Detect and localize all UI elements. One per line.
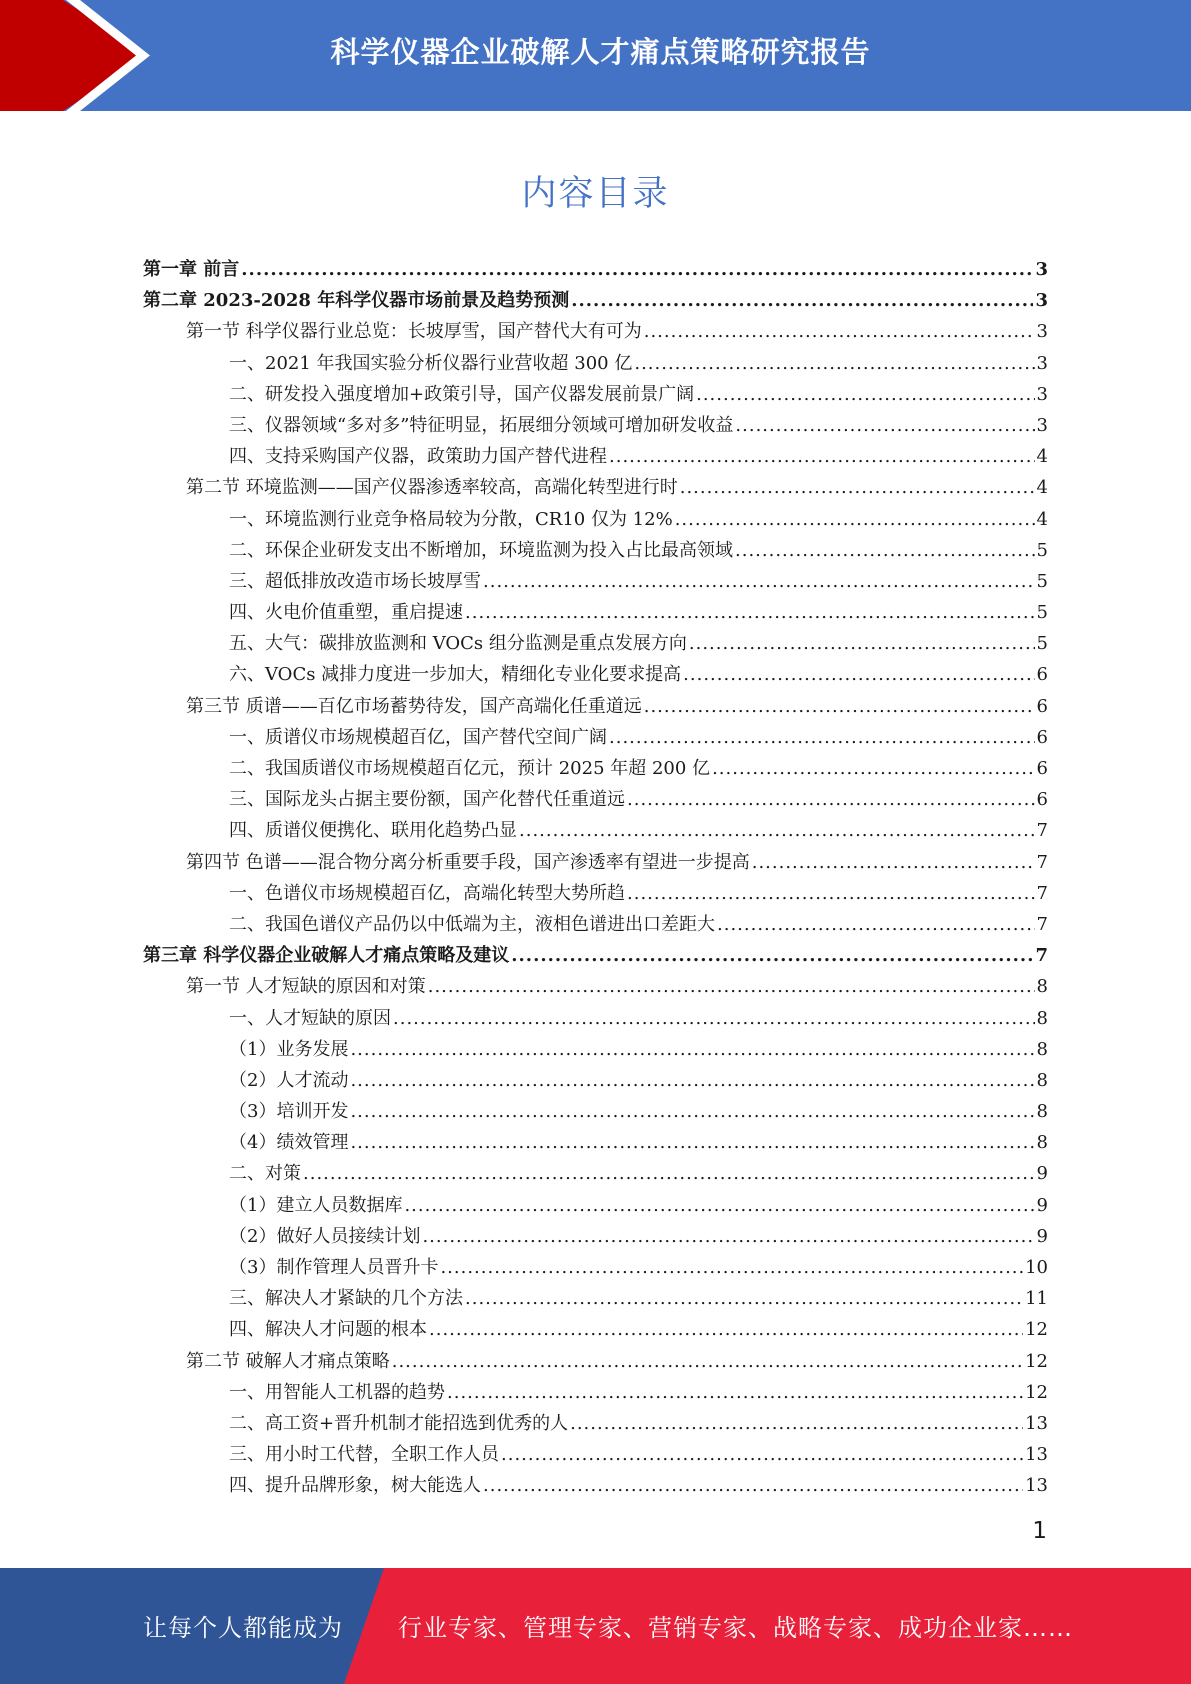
toc-entry-label: 第一节 人才短缺的原因和对策	[186, 976, 426, 998]
toc-dot-leader	[350, 1065, 1034, 1096]
toc-entry-label: 四、解决人才问题的根本	[229, 1319, 427, 1341]
toc-entry[interactable]	[143, 316, 1048, 347]
toc-dot-leader	[689, 628, 1035, 659]
toc-entry[interactable]	[143, 753, 1048, 784]
toc-entry-page: 3	[1035, 259, 1048, 280]
report-title: 科学仪器企业破解人才痛点策略研究报告	[330, 35, 871, 69]
toc-dot-leader	[570, 1408, 1023, 1439]
toc-entry-page: 8	[1036, 1069, 1048, 1091]
toc-entry-page: 13	[1025, 1475, 1048, 1497]
toc-entry-page: 4	[1036, 446, 1048, 468]
toc-entry-page: 11	[1025, 1288, 1048, 1310]
footer-banner	[0, 1568, 1191, 1684]
toc-dot-leader	[511, 940, 1033, 971]
toc-entry-page: 3	[1036, 352, 1048, 374]
toc-entry[interactable]	[143, 784, 1048, 815]
toc-entry-label: 一、质谱仪市场规模超百亿，国产替代空间广阔	[229, 726, 607, 748]
toc-entry-page: 3	[1035, 290, 1048, 312]
toc-entry-page: 6	[1036, 726, 1048, 748]
toc-entry-page: 7	[1036, 913, 1048, 935]
toc-dot-leader	[465, 597, 1035, 628]
toc-entry[interactable]	[143, 971, 1048, 1002]
toc-dot-leader	[680, 472, 1035, 503]
toc-dot-leader	[735, 410, 1034, 441]
footer-slogan-right: 行业专家、管理专家、营销专家、战略专家、成功企业家……	[398, 1614, 1073, 1642]
toc-entry-page: 5	[1036, 602, 1048, 624]
toc-entry-page: 12	[1025, 1350, 1048, 1372]
toc-entry-page: 7	[1035, 945, 1048, 967]
toc-entry-label: 四、提升品牌形象，树大能选人	[229, 1475, 481, 1497]
toc-dot-leader	[683, 659, 1034, 690]
toc-entry-page: 9	[1036, 1163, 1048, 1185]
toc-dot-leader	[483, 1470, 1023, 1501]
toc-entry-page: 13	[1025, 1412, 1048, 1434]
toc-entry-label: 三、超低排放改造市场长坡厚雪	[229, 570, 481, 592]
toc-dot-leader	[717, 909, 1035, 940]
toc-entry-label: 第二章 2023-2028 年科学仪器市场前景及趋势预测	[143, 290, 570, 312]
toc-dot-leader	[712, 753, 1034, 784]
toc-entry-label: 六、VOCs 减排力度进一步加大，精细化专业化要求提高	[229, 664, 682, 686]
toc-entry-page: 7	[1036, 820, 1048, 842]
toc-entry-page: 6	[1036, 695, 1048, 717]
toc-entry-page: 3	[1036, 383, 1048, 405]
toc-entry-page: 12	[1025, 1381, 1048, 1403]
toc-dot-leader	[735, 535, 1035, 566]
toc-entry[interactable]	[143, 1314, 1048, 1345]
toc-entry[interactable]	[143, 847, 1048, 878]
toc-dot-leader	[350, 1127, 1034, 1158]
toc-entry[interactable]	[143, 1346, 1048, 1377]
toc-entry-label: 一、环境监测行业竞争格局较为分散，CR10 仅为 12%	[229, 508, 673, 530]
toc-entry-label: 五、大气：碳排放监测和 VOCs 组分监测是重点发展方向	[229, 633, 687, 655]
toc-entry[interactable]	[143, 535, 1048, 566]
toc-entry[interactable]	[143, 1003, 1048, 1034]
toc-entry[interactable]	[143, 597, 1048, 628]
toc-entry[interactable]	[143, 254, 1048, 285]
toc-entry-label: 四、质谱仪便携化、联用化趋势凸显	[229, 820, 517, 842]
toc-entry[interactable]	[143, 1283, 1048, 1314]
toc-dot-leader	[644, 691, 1035, 722]
toc-entry[interactable]	[143, 1158, 1048, 1189]
toc-dot-leader	[241, 254, 1033, 285]
toc-dot-leader	[627, 878, 1035, 909]
toc-entry-label: 第三节 质谱——百亿市场蓄势待发，国产高端化任重道远	[186, 695, 642, 717]
toc-entry[interactable]	[143, 1439, 1048, 1470]
toc-entry-label: 第一节 科学仪器行业总览：长坡厚雪，国产替代大有可为	[186, 321, 642, 343]
toc-entry[interactable]	[143, 628, 1048, 659]
toc-entry-page: 8	[1036, 1132, 1048, 1154]
toc-dot-leader	[501, 1439, 1023, 1470]
toc-entry-label: 一、色谱仪市场规模超百亿，高端化转型大势所趋	[229, 882, 625, 904]
toc-dot-leader	[609, 441, 1035, 472]
toc-entry-label: 一、2021 年我国实验分析仪器行业营收超 300 亿	[229, 352, 633, 374]
toc-entry-label: （2）人才流动	[229, 1069, 349, 1091]
toc-entry-page: 9	[1036, 1194, 1048, 1216]
toc-entry[interactable]	[143, 379, 1048, 410]
toc-dot-leader	[571, 285, 1033, 316]
toc-entry-label: 第一章 前言	[143, 259, 240, 280]
toc-entry-page: 6	[1036, 789, 1048, 811]
footer-slogan-left: 让每个人都能成为	[143, 1614, 343, 1642]
toc-dot-leader	[696, 379, 1034, 410]
toc-entry-page: 8	[1036, 1007, 1048, 1029]
toc-dot-leader	[627, 784, 1035, 815]
toc-entry-label: （3）制作管理人员晋升卡	[229, 1257, 439, 1278]
toc-entry-label: 三、国际龙头占据主要份额，国产化替代任重道远	[229, 789, 625, 811]
toc-entry-page: 6	[1036, 664, 1048, 686]
toc-entry[interactable]	[143, 1470, 1048, 1501]
toc-entry-label: （3）培训开发	[229, 1101, 349, 1123]
toc-dot-leader	[422, 1221, 1034, 1252]
toc-entry-label: （4）绩效管理	[229, 1132, 349, 1154]
toc-entry-page: 9	[1036, 1225, 1048, 1247]
toc-dot-leader	[350, 1096, 1034, 1127]
toc-entry-label: 三、用小时工代替，全职工作人员	[229, 1444, 499, 1466]
toc-entry-page: 3	[1036, 321, 1048, 343]
toc-entry-page: 3	[1036, 414, 1048, 436]
table-of-contents	[143, 254, 1048, 1502]
toc-entry-page: 7	[1036, 851, 1048, 873]
toc-entry-page: 8	[1036, 976, 1048, 998]
toc-entry[interactable]	[143, 410, 1048, 441]
toc-entry-label: 第三章 科学仪器企业破解人才痛点策略及建议	[143, 945, 510, 967]
toc-entry-page: 7	[1036, 882, 1048, 904]
toc-entry[interactable]	[143, 1127, 1048, 1158]
toc-entry-label: 第四节 色谱——混合物分离分析重要手段，国产渗透率有望进一步提高	[186, 851, 750, 873]
toc-dot-leader	[393, 1003, 1035, 1034]
toc-entry-label: 三、解决人才紧缺的几个方法	[229, 1288, 463, 1310]
toc-entry-label: （2）做好人员接续计划	[229, 1225, 421, 1247]
toc-entry[interactable]	[143, 441, 1048, 472]
toc-entry-page: 8	[1036, 1038, 1048, 1060]
toc-entry[interactable]	[143, 722, 1048, 753]
toc-entry-label: 三、仪器领域“多对多”特征明显，拓展细分领域可增加研发收益	[229, 414, 734, 436]
toc-entry-page: 4	[1036, 508, 1048, 530]
toc-entry-label: 二、高工资+晋升机制才能招选到优秀的人	[229, 1412, 569, 1434]
toc-entry-page: 8	[1036, 1101, 1048, 1123]
toc-entry[interactable]	[143, 1408, 1048, 1439]
toc-entry-label: 一、人才短缺的原因	[229, 1007, 391, 1029]
toc-entry-label: 四、支持采购国产仪器，政策助力国产替代进程	[229, 446, 607, 468]
toc-entry-label: （1）建立人员数据库	[229, 1194, 403, 1216]
toc-entry-label: 二、我国色谱仪产品仍以中低端为主，液相色谱进出口差距大	[229, 913, 715, 935]
toc-entry-page: 5	[1036, 570, 1048, 592]
toc-heading: 内容目录	[521, 174, 670, 214]
toc-entry-label: 二、我国质谱仪市场规模超百亿元，预计 2025 年超 200 亿	[229, 758, 711, 779]
toc-entry[interactable]	[143, 1034, 1048, 1065]
toc-entry[interactable]	[143, 504, 1048, 535]
toc-entry-page: 12	[1025, 1319, 1048, 1341]
toc-entry-page: 13	[1025, 1444, 1048, 1466]
toc-dot-leader	[609, 722, 1035, 753]
toc-dot-leader	[644, 316, 1035, 347]
toc-entry-label: 二、对策	[229, 1163, 301, 1185]
toc-entry-label: 二、环保企业研发支出不断增加，环境监测为投入占比最高领域	[229, 539, 733, 561]
toc-dot-leader	[519, 815, 1035, 846]
toc-entry-label: （1）业务发展	[229, 1038, 349, 1060]
toc-entry[interactable]	[143, 1065, 1048, 1096]
toc-entry[interactable]	[143, 285, 1048, 316]
toc-entry[interactable]	[143, 815, 1048, 846]
toc-entry[interactable]	[143, 940, 1048, 971]
toc-entry[interactable]	[143, 691, 1048, 722]
toc-dot-leader	[404, 1190, 1034, 1221]
toc-dot-leader	[440, 1252, 1023, 1283]
toc-entry-label: 第二节 破解人才痛点策略	[186, 1350, 390, 1372]
toc-entry-page: 4	[1036, 477, 1048, 499]
toc-entry-label: 第二节 环境监测——国产仪器渗透率较高，高端化转型进行时	[186, 477, 678, 499]
toc-entry-page: 6	[1036, 758, 1048, 779]
header-banner	[0, 0, 1191, 111]
toc-dot-leader	[392, 1346, 1023, 1377]
toc-entry-page: 5	[1036, 539, 1048, 561]
toc-dot-leader	[752, 847, 1035, 878]
toc-dot-leader	[465, 1283, 1023, 1314]
toc-entry[interactable]	[143, 909, 1048, 940]
toc-entry-label: 四、火电价值重塑，重启提速	[229, 602, 463, 624]
toc-entry-page: 10	[1025, 1257, 1048, 1278]
toc-dot-leader	[634, 348, 1034, 379]
toc-dot-leader	[447, 1377, 1023, 1408]
toc-entry-label: 二、研发投入强度增加+政策引导，国产仪器发展前景广阔	[229, 383, 695, 405]
toc-entry[interactable]	[143, 659, 1048, 690]
toc-entry[interactable]	[143, 1221, 1048, 1252]
toc-dot-leader	[350, 1034, 1034, 1065]
toc-entry[interactable]	[143, 1096, 1048, 1127]
toc-entry-label: 一、用智能人工机器的趋势	[229, 1381, 445, 1403]
toc-entry[interactable]	[143, 1377, 1048, 1408]
toc-entry[interactable]	[143, 1252, 1048, 1283]
toc-dot-leader	[675, 504, 1035, 535]
toc-entry[interactable]	[143, 878, 1048, 909]
toc-dot-leader	[303, 1158, 1035, 1189]
toc-entry[interactable]	[143, 348, 1048, 379]
toc-dot-leader	[429, 1314, 1023, 1345]
page-number: 1	[1032, 1518, 1047, 1544]
toc-entry[interactable]	[143, 566, 1048, 597]
toc-dot-leader	[428, 971, 1035, 1002]
toc-dot-leader	[483, 566, 1035, 597]
toc-entry-page: 5	[1036, 633, 1048, 655]
toc-entry[interactable]	[143, 472, 1048, 503]
toc-entry[interactable]	[143, 1190, 1048, 1221]
